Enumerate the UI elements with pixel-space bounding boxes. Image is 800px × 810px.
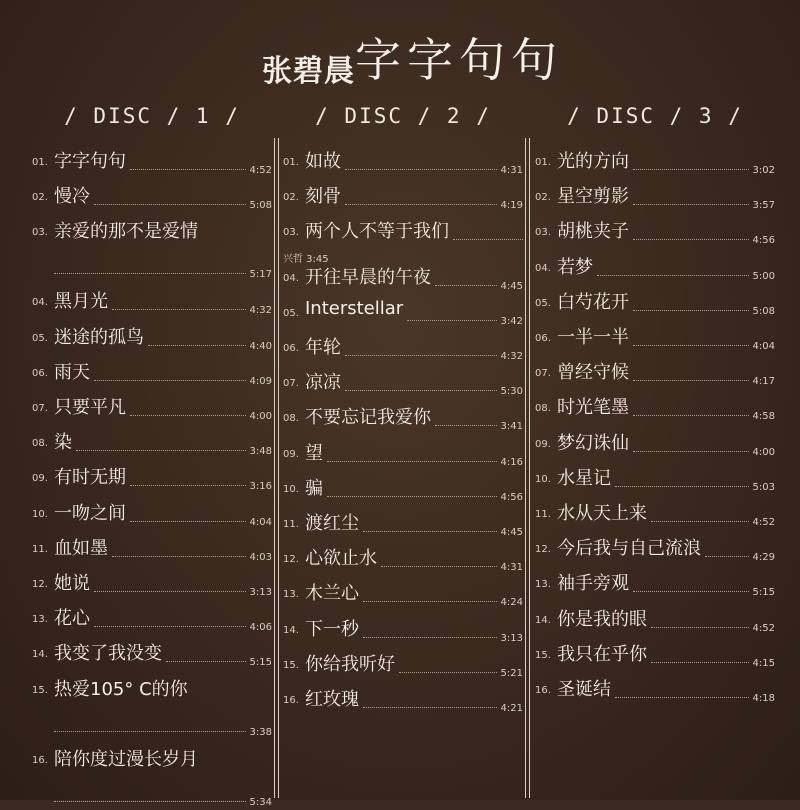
track-duration: 5:03 [752,481,775,493]
column-divider [525,138,526,798]
track-title: 你给我听好 [305,653,395,675]
track-row [283,539,523,575]
track-title: 两个人不等于我们 [305,221,449,243]
dotted-leader [76,450,246,451]
track-title: 星空剪影 [557,186,629,208]
dotted-leader [345,390,497,391]
track-duration: 5:17 [249,269,272,281]
dotted-leader [633,204,749,205]
track-row [32,458,272,494]
track-title: 红玫瑰 [305,689,359,710]
track-title: 刻骨 [305,186,341,208]
dotted-leader [327,496,497,497]
track-number: 16. [283,695,299,706]
track-row [283,363,523,399]
track-row [283,293,523,329]
track-duration: 5:21 [500,667,523,679]
track-row [535,212,775,248]
track-duration: 4:29 [752,552,775,564]
dotted-leader [345,169,497,170]
track-title: 一半一半 [557,327,629,348]
dotted-leader [435,285,497,286]
dotted-leader [363,707,497,708]
dotted-leader [633,591,749,592]
dotted-leader [651,627,749,628]
track-row [32,388,272,424]
track-number: 12. [283,554,299,566]
track-duration: 5:34 [249,796,272,808]
track-title: 雨天 [54,361,90,383]
track-number: 04. [535,262,551,274]
disc-3-heading: / DISC / 3 / [567,104,743,128]
track-number: 10. [283,483,299,495]
track-title: 渡红尘 [305,513,359,534]
dotted-leader [399,672,497,673]
track-row [32,564,272,600]
disc-1-heading: / DISC / 1 / [64,104,240,128]
dotted-leader [633,169,749,170]
dotted-leader [651,662,749,663]
dotted-leader [435,425,497,426]
track-duration: 4:09 [249,375,272,387]
track-title: 黑月光 [54,291,108,313]
track-number: 02. [32,192,48,204]
track-title: 有时无期 [54,467,126,489]
track-title: 光的方向 [557,151,629,172]
track-duration: 4:31 [500,562,523,574]
track-duration: 3:13 [249,587,272,598]
track-duration: 3:16 [249,481,272,493]
track-duration: 4:16 [500,456,523,468]
track-number: 02. [535,192,551,204]
track-number: 04. [283,272,299,284]
track-row [32,282,272,318]
track-note: 兴哲 3:45 [283,254,329,266]
track-number: 06. [32,367,48,379]
track-row [32,740,272,810]
track-duration: 4:45 [500,527,523,538]
track-number: 01. [535,157,551,168]
track-title: 她说 [54,573,90,594]
track-title: 望 [305,442,323,464]
track-title: 心欲止水 [305,548,377,570]
track-number: 08. [535,403,551,415]
track-title: 水星记 [557,467,611,489]
track-row [32,212,272,282]
track-number: 05. [283,307,299,319]
track-number: 03. [32,227,48,239]
dotted-leader [615,697,749,698]
dotted-leader [633,310,749,311]
disc-3-column [535,100,775,790]
dotted-leader [345,355,497,356]
track-row [32,353,272,389]
track-duration: 4:52 [752,622,775,634]
track-title: 不要忘记我爱你 [305,407,431,429]
dotted-leader [345,204,497,205]
track-title: 慢冷 [54,186,90,208]
track-title: 染 [54,432,72,454]
title-row [0,22,800,89]
track-duration: 4:31 [500,165,523,176]
track-number: 03. [283,227,299,239]
track-row [535,142,775,178]
column-divider [274,138,275,798]
track-row [535,318,775,354]
track-duration: 4:45 [500,280,523,292]
track-duration: 3:48 [249,446,272,458]
track-number: 16. [32,754,48,766]
track-number: 01. [283,157,299,168]
track-number: 07. [535,368,551,380]
dotted-leader [363,531,497,532]
track-row [32,599,272,635]
track-row [283,212,523,248]
track-number: 02. [283,192,299,204]
track-duration: 4:03 [249,551,272,563]
track-row [535,177,775,213]
track-row [535,248,775,284]
track-row [283,328,523,364]
track-duration: 4:21 [500,703,523,714]
track-title: 花心 [54,608,90,630]
track-duration: 4:56 [500,491,523,503]
dotted-leader [363,637,497,638]
dotted-leader [633,415,749,416]
track-duration: 4:17 [752,376,775,388]
track-number: 15. [32,684,48,696]
track-row [535,635,775,671]
dotted-leader [705,556,749,557]
dotted-leader [633,380,749,381]
dotted-leader [615,486,749,487]
track-number: 01. [32,157,48,168]
track-row [32,318,272,354]
dotted-leader [148,345,246,346]
track-title: 你是我的眼 [557,608,647,630]
dotted-leader [54,273,246,274]
track-title: 我变了我没变 [54,643,162,665]
track-title: 迷途的孤鸟 [54,326,144,348]
track-duration: 4:24 [500,597,523,609]
track-row [283,434,523,470]
track-row [535,388,775,424]
track-number: 05. [32,332,48,344]
track-title: 热爱105° C的你 [54,678,188,700]
track-duration: 4:19 [500,200,523,212]
track-title: 字字句句 [54,151,126,172]
dotted-leader [94,591,246,592]
track-row [32,634,272,670]
track-title: 袖手旁观 [557,573,629,595]
track-title: 陪你度过漫长岁月 [54,748,198,770]
track-row [283,504,523,540]
track-duration: 4:40 [249,340,272,352]
track-number: 06. [283,343,299,354]
dotted-leader [633,451,749,452]
dotted-leader [327,461,497,462]
album-title: 字字句句 [355,33,563,87]
track-number: 11. [535,509,551,520]
track-duration: 4:15 [752,657,775,669]
track-title: 梦幻诛仙 [557,432,629,454]
disc-2-heading: / DISC / 2 / [315,104,491,128]
track-title: 我只在乎你 [557,643,647,665]
track-row [535,564,775,600]
track-row [535,494,775,530]
track-duration: 5:30 [500,386,523,398]
track-title: 年轮 [305,337,341,358]
track-title: 开往早晨的午夜 [305,266,431,288]
dotted-leader [130,169,246,170]
track-title: 胡桃夹子 [557,221,629,243]
track-duration: 3:02 [752,165,775,176]
track-title: 曾经守候 [557,362,629,384]
track-title: 若梦 [557,256,593,278]
track-duration: 4:04 [249,516,272,528]
track-number: 13. [535,579,551,591]
dotted-leader [54,731,246,732]
track-number: 05. [535,297,551,309]
track-number: 08. [283,413,299,425]
disc-1-column [32,100,272,808]
dotted-leader [633,239,749,240]
track-number: 12. [535,544,551,556]
track-row [283,469,523,505]
track-row [535,283,775,319]
track-duration: 4:56 [752,235,775,247]
dotted-leader [54,801,246,802]
track-duration: 4:06 [249,622,272,634]
track-row [535,600,775,636]
track-number: 12. [32,579,48,590]
dotted-leader [112,309,246,310]
dotted-leader [651,521,749,522]
track-number: 09. [283,448,299,460]
track-duration: 5:08 [249,200,272,212]
dotted-leader [166,661,246,662]
track-duration: 4:52 [249,165,272,176]
track-row [535,459,775,495]
track-number: 11. [283,519,299,530]
disc-2-column [283,100,523,790]
track-row [32,670,272,740]
track-row [535,529,775,565]
track-duration: 3:57 [752,200,775,212]
track-number: 08. [32,438,48,450]
track-duration: 3:13 [500,632,523,644]
dotted-leader [597,275,749,276]
track-number: 04. [32,297,48,309]
track-title: 白芍花开 [557,291,629,313]
track-number: 10. [535,473,551,485]
track-row [283,574,523,610]
track-duration: 3:38 [249,726,272,738]
track-title: 一吻之间 [54,502,126,524]
dotted-leader [130,485,246,486]
track-row [283,610,523,646]
track-duration: 4:32 [500,351,523,362]
dotted-leader [130,415,246,416]
track-number: 07. [32,403,48,414]
track-duration: 4:32 [249,305,272,317]
track-title: 今后我与自己流浪 [557,538,701,560]
track-title: 凉凉 [305,372,341,394]
dotted-leader [453,239,523,240]
dotted-leader [94,204,246,205]
track-row [535,424,775,460]
track-duration: 5:00 [752,270,775,282]
artist-name: 张碧晨 [262,54,355,89]
dotted-leader [633,345,749,346]
track-title: 木兰心 [305,583,359,605]
track-duration: 5:15 [249,657,272,669]
dotted-leader [94,380,246,381]
track-row [32,529,272,565]
track-row [535,353,775,389]
track-title: 血如墨 [54,537,108,559]
track-title: 亲爱的那不是爱情 [54,221,198,243]
track-title: 如故 [305,151,341,172]
track-number: 13. [283,589,299,601]
track-row [283,177,523,213]
track-row [283,645,523,681]
track-duration: 3:41 [500,421,523,433]
track-number: 06. [535,333,551,344]
dotted-leader [112,556,246,557]
track-title: 只要平凡 [54,397,126,418]
track-number: 15. [283,659,299,671]
track-number: 09. [32,473,48,485]
track-title: 下一秒 [305,618,359,640]
track-duration: 4:52 [752,517,775,528]
track-number: 09. [535,438,551,450]
track-duration: 4:00 [752,446,775,458]
track-number: 14. [535,614,551,626]
track-title: 时光笔墨 [557,397,629,419]
track-row [283,142,523,178]
dotted-leader [94,626,246,627]
track-number: 16. [535,685,551,696]
dotted-leader [381,566,497,567]
track-duration: 4:58 [752,411,775,423]
column-divider [278,138,279,798]
track-number: 14. [283,624,299,636]
track-title: 圣诞结 [557,679,611,700]
track-number: 11. [32,543,48,555]
column-divider [529,138,530,798]
track-title: Interstellar [305,297,404,319]
track-row [283,398,523,434]
track-duration: 4:04 [752,341,775,352]
dotted-leader [130,521,246,522]
track-row [32,423,272,459]
track-number: 03. [535,227,551,239]
track-row [283,680,523,716]
track-row [32,177,272,213]
track-duration: 4:00 [249,411,272,422]
track-duration: 3:42 [500,315,523,327]
track-row [32,142,272,178]
track-duration: 4:18 [752,693,775,704]
track-duration: 5:15 [752,587,775,599]
track-number: 13. [32,614,48,626]
track-title: 水从天上来 [557,503,647,524]
track-number: 15. [535,649,551,661]
track-number: 10. [32,508,48,520]
track-row [32,494,272,530]
track-duration: 5:08 [752,305,775,317]
dotted-leader [363,601,497,602]
track-number: 07. [283,378,299,390]
track-row [283,258,523,294]
track-row [535,670,775,706]
track-title: 骗 [305,477,323,499]
track-number: 14. [32,649,48,661]
dotted-leader [407,320,497,321]
